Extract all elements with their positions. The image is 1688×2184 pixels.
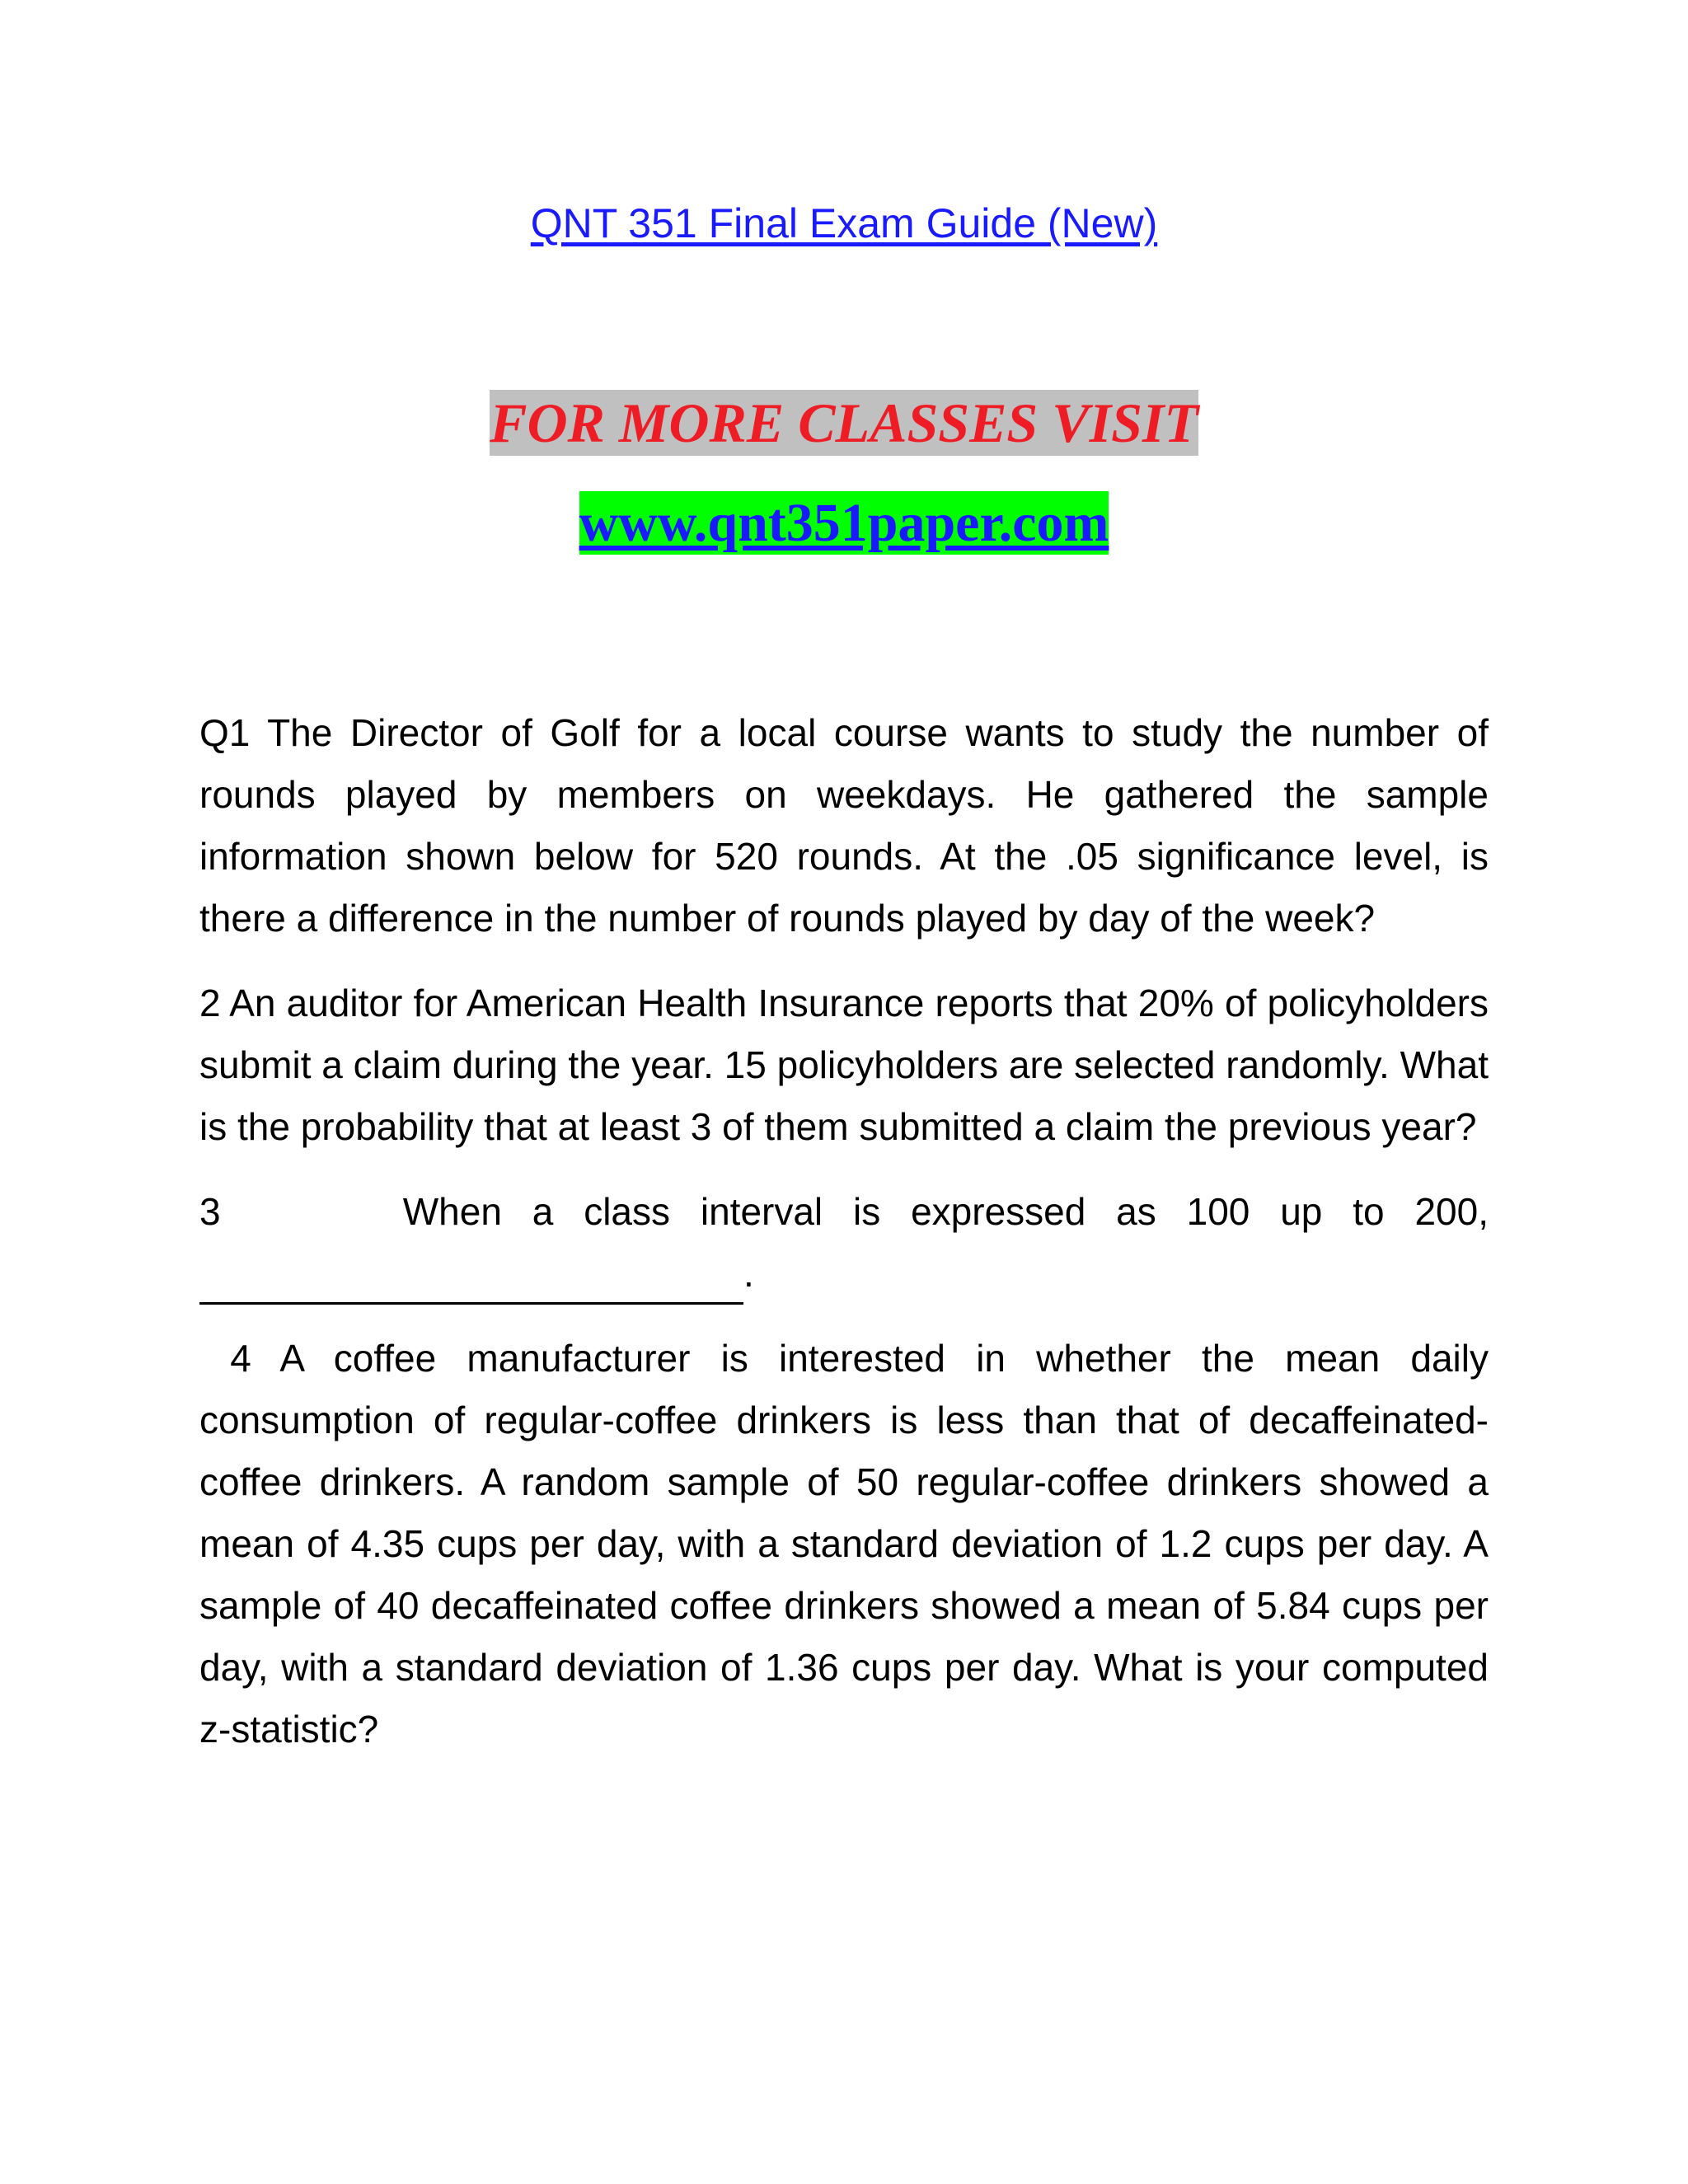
visit-banner — [0, 391, 1688, 456]
title-link[interactable]: QNT 351 Final Exam Guide (New) — [530, 200, 1158, 246]
url-block — [0, 492, 1688, 555]
questions-body — [199, 702, 1499, 1783]
question-3 — [199, 1181, 1489, 1243]
question-3-blank — [199, 1243, 1489, 1305]
website-link[interactable]: www.qnt351paper.com — [579, 493, 1109, 553]
question-1: Q1 The Director of Golf for a local course wants to study the number of rounds played by members on weekdays. He gathered the sample information shown below for 520 rounds. At the .05 significance level, is there a difference in the number of rounds played by day of the week? — [199, 711, 1489, 940]
question-3-text: 3 When a class interval is expressed as 100 up to 200, — [199, 1190, 1489, 1233]
question-3-period: . — [743, 1252, 754, 1295]
visit-label: FOR MORE CLASSES VISIT — [490, 391, 1198, 454]
answer-blank-line — [199, 1259, 743, 1305]
question-4: 4 A coffee manufacturer is interested in whether the mean daily consumption of regular-coffee drinkers is less than that of decaffeinated-coffee drinkers. A random sample of 50 regular-coffee drinkers showed a mean of 4.35 cups per day, with a standard deviation of 1.2 cups per day. A sample of 40 decaffeinated coffee drinkers showed a mean of 5.84 cups per day, with a standard deviation of 1.36 cups per day. What is your computed z-statistic? — [199, 1337, 1499, 1750]
title-block — [0, 199, 1688, 247]
question-2: 2 An auditor for American Health Insurance reports that 20% of policyholders submit a claim during the year. 15 policyholders are selected randomly. What is the probability that at least 3 of them submitted a claim the previous year? — [199, 982, 1489, 1148]
